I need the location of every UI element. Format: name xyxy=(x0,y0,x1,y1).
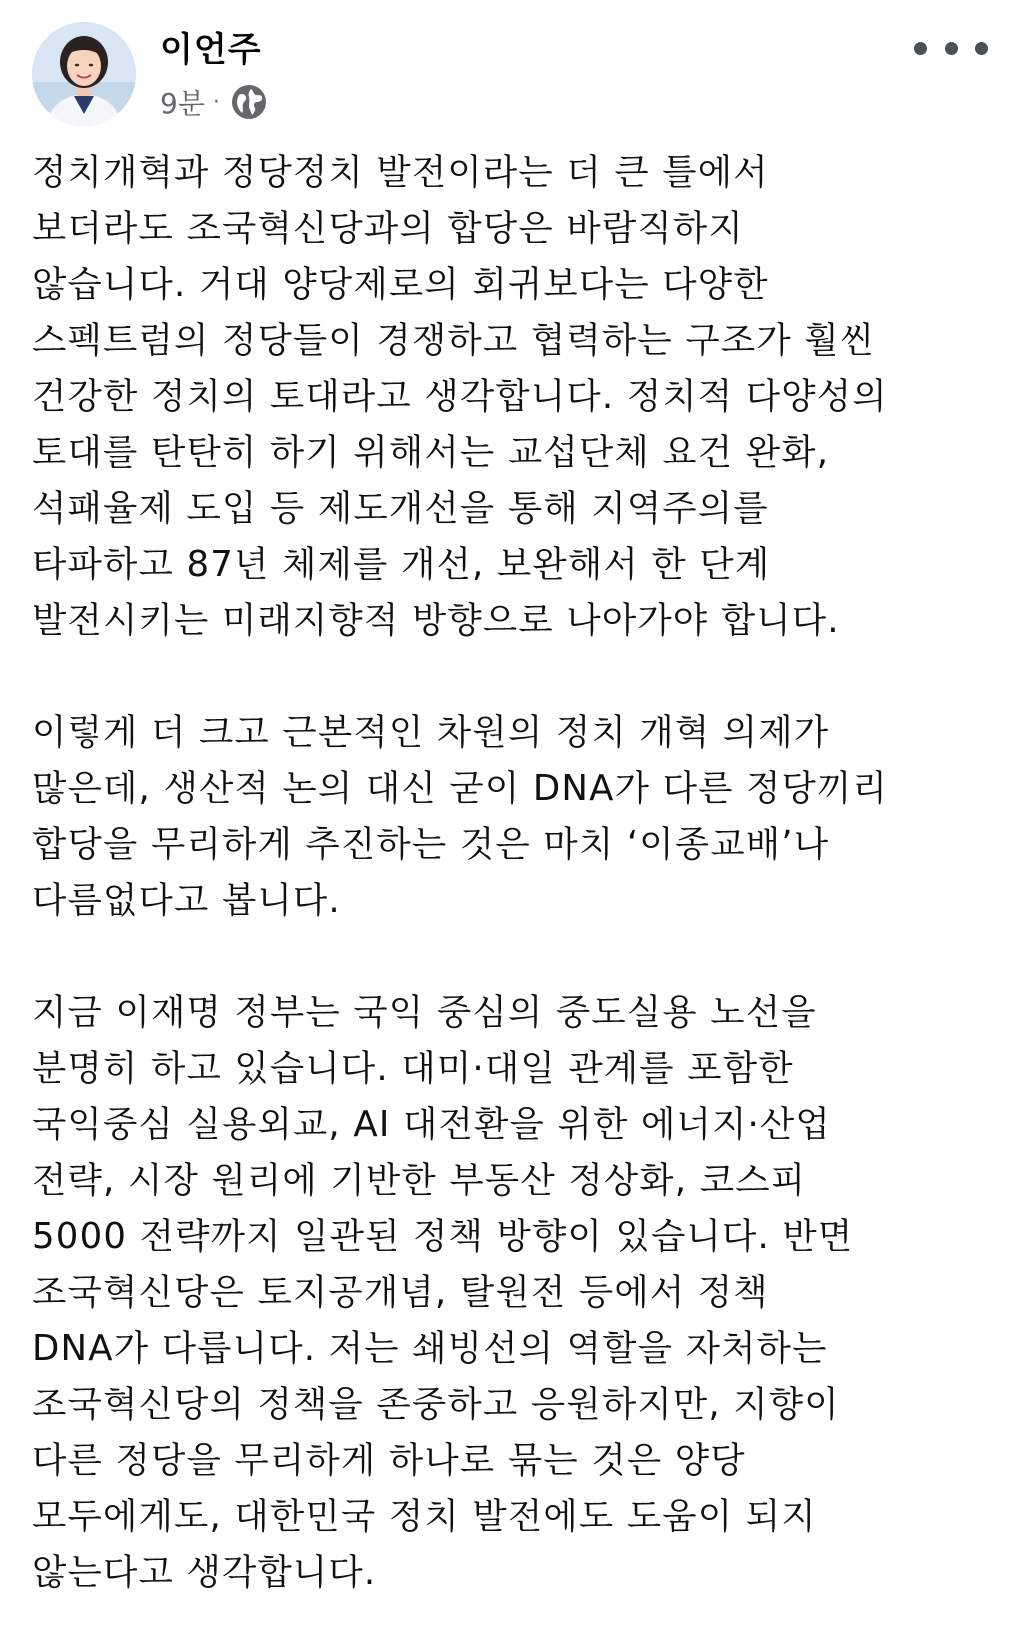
paragraph-1 xyxy=(32,145,992,649)
meta-separator: · xyxy=(212,89,220,115)
text-line: 건강한 정치의 토대라고 생각합니다. 정치적 다양성의 xyxy=(32,376,888,417)
post-header xyxy=(32,22,992,132)
author-name[interactable]: 이언주 xyxy=(160,30,262,70)
text-line: 다른 정당을 무리하게 하나로 묶는 것은 양당 xyxy=(32,1440,746,1481)
avatar[interactable] xyxy=(32,22,136,126)
text-line: 많은데, 생산적 논의 대신 굳이 DNA가 다른 정당끼리 xyxy=(32,768,889,809)
text-line: 조국혁신당의 정책을 존중하고 응원하지만, 지향이 xyxy=(32,1384,840,1425)
text-line: 국익중심 실용외교, AI 대전환을 위한 에너지·산업 xyxy=(32,1104,831,1145)
text-line: 않는다고 생각합니다. xyxy=(32,1552,377,1593)
paragraph-2 xyxy=(32,705,992,929)
more-dot xyxy=(945,42,958,55)
text-line: 석패율제 도입 등 제도개선을 통해 지역주의를 xyxy=(32,488,769,529)
text-line: 타파하고 87년 체제를 개선, 보완해서 한 단계 xyxy=(32,544,771,585)
post-body xyxy=(32,145,992,1601)
more-options-button[interactable] xyxy=(910,28,992,68)
paragraph-gap xyxy=(32,929,992,985)
text-line: DNA가 다릅니다. 저는 쇄빙선의 역할을 자처하는 xyxy=(32,1328,828,1369)
text-line: 다름없다고 봅니다. xyxy=(32,880,341,921)
text-line: 발전시키는 미래지향적 방향으로 나아가야 합니다. xyxy=(32,600,840,641)
text-line: 5000 전략까지 일관된 정책 방향이 있습니다. 반면 xyxy=(32,1216,854,1257)
text-line: 조국혁신당은 토지공개념, 탈원전 등에서 정책 xyxy=(32,1272,769,1313)
paragraph-gap xyxy=(32,649,992,705)
post-time[interactable]: 9분 xyxy=(160,87,205,120)
text-line: 모두에게도, 대한민국 정치 발전에도 도움이 되지 xyxy=(32,1496,817,1537)
text-line: 스펙트럼의 정당들이 경쟁하고 협력하는 구조가 훨씬 xyxy=(32,320,876,361)
post-meta xyxy=(160,82,268,122)
text-line: 토대를 탄탄히 하기 위해서는 교섭단체 요건 완화, xyxy=(32,432,830,473)
text-line: 지금 이재명 정부는 국익 중심의 중도실용 노선을 xyxy=(32,992,817,1033)
text-line: 정치개혁과 정당정치 발전이라는 더 큰 틀에서 xyxy=(32,152,769,193)
profile-photo xyxy=(32,22,136,126)
text-line: 이렇게 더 크고 근본적인 차원의 정치 개혁 의제가 xyxy=(32,712,830,753)
paragraph-3 xyxy=(32,985,992,1601)
text-line: 보더라도 조국혁신당과의 합당은 바람직하지 xyxy=(32,208,744,249)
text-line: 않습니다. 거대 양당제로의 회귀보다는 다양한 xyxy=(32,264,769,305)
more-horizontal-icon xyxy=(914,42,927,55)
more-dot xyxy=(975,42,988,55)
text-line: 분명히 하고 있습니다. 대미·대일 관계를 포함한 xyxy=(32,1048,794,1089)
globe-icon[interactable] xyxy=(230,83,268,121)
text-line: 전략, 시장 원리에 기반한 부동산 정상화, 코스피 xyxy=(32,1160,807,1201)
text-line: 합당을 무리하게 추진하는 것은 마치 ‘이종교배’나 xyxy=(32,824,830,865)
